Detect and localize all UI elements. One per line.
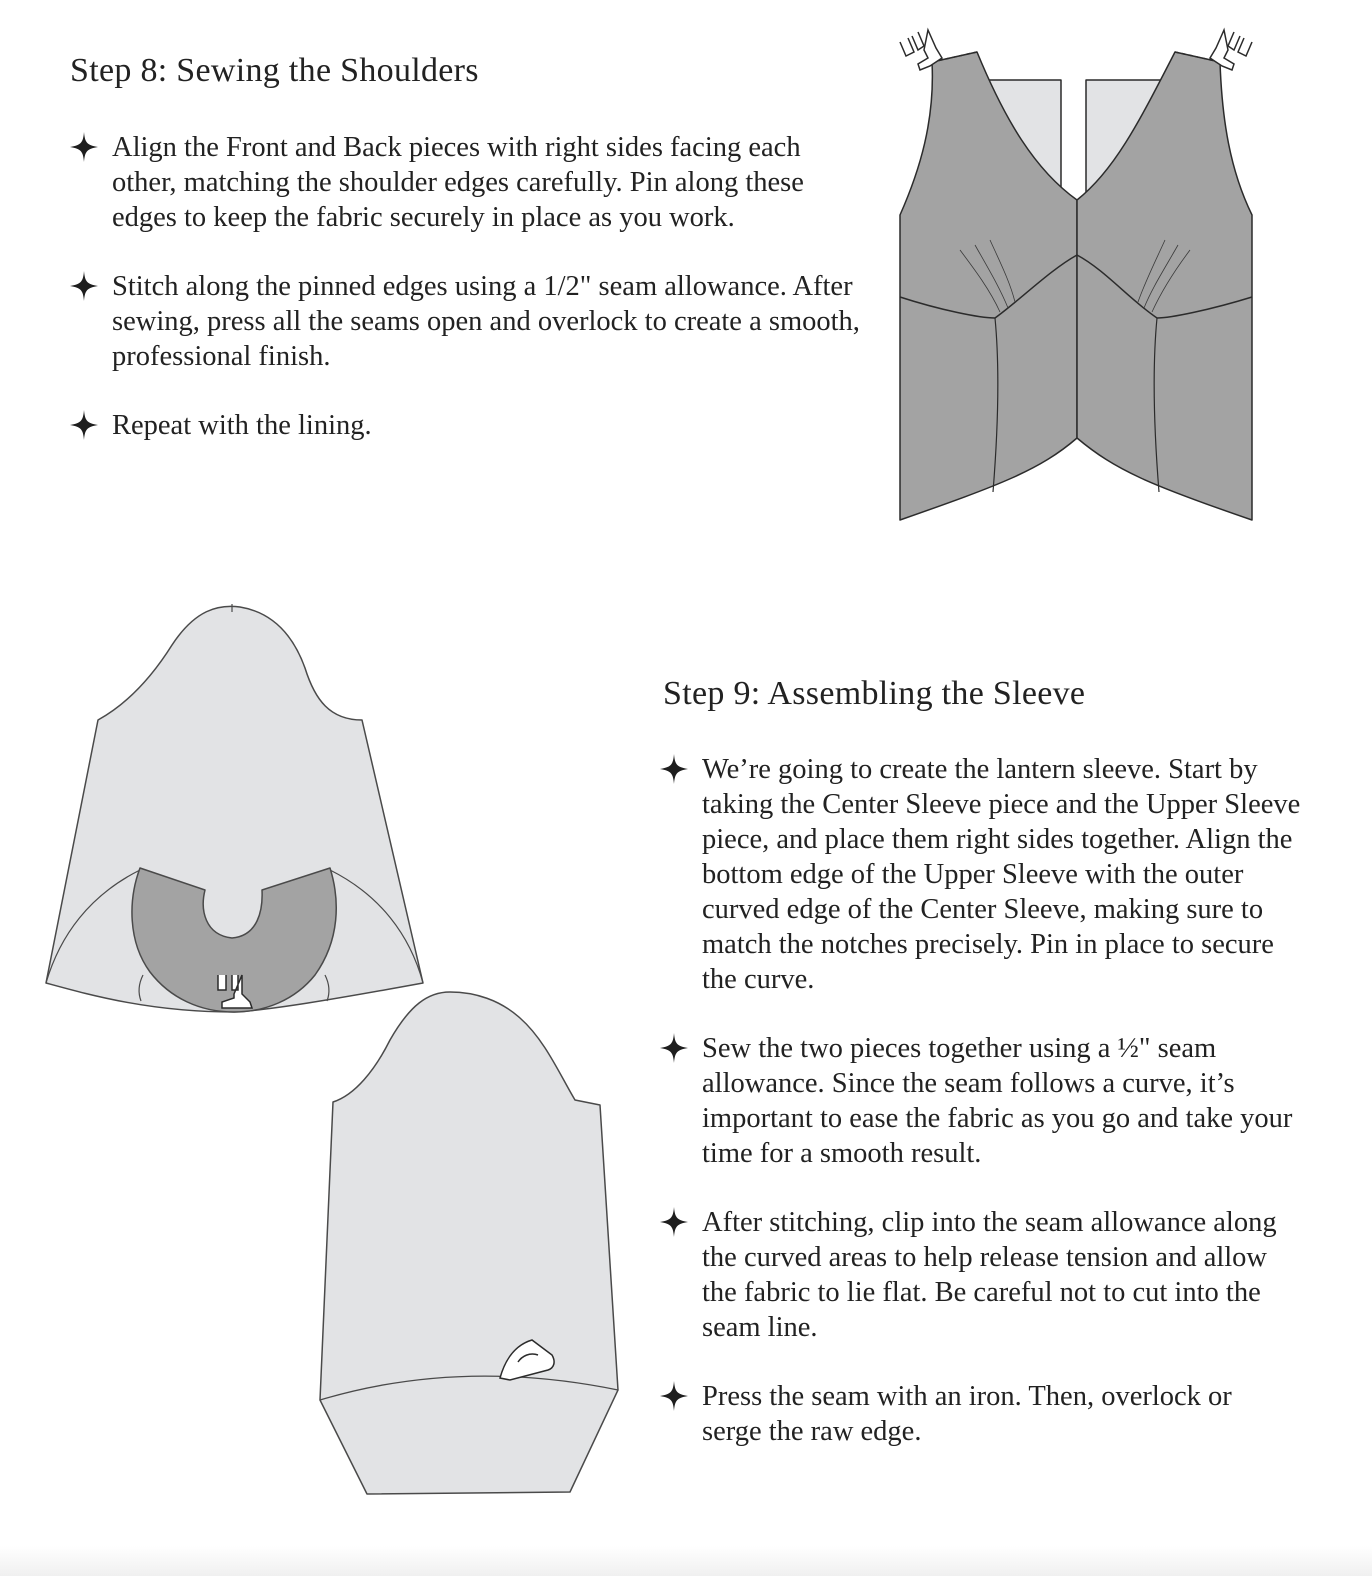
step9-instructions xyxy=(658,752,1301,1483)
bullet-text: Align the Front and Back pieces with right sides facing each other, matching the shoulder edges carefully. Pin along these edges to keep the fabric securely in place as you work. xyxy=(112,132,804,233)
bullet-text: After stitching, clip into the seam allowance along the curved areas to help release tension and allow the fabric to lie flat. Be careful not to cut into the seam line. xyxy=(702,1207,1277,1343)
sparkle-bullet-icon xyxy=(658,1205,690,1239)
sparkle-bullet-icon xyxy=(68,130,100,164)
bullet-text: We’re going to create the lantern sleeve. Start by taking the Center Sleeve piece and the Upper Sleeve piece, and place them right sides together. Align the bottom edge of the Upper Sleeve with the outer curved edge of the Center Sleeve, making sure to match the notches precisely. Pin in place to secure the curve. xyxy=(702,754,1301,995)
step9-title: Step 9: Assembling the Sleeve xyxy=(663,675,1086,712)
bullet-text: Stitch along the pinned edges using a 1/2" seam allowance. After sewing, press all the seams open and overlock to create a smooth, professional finish. xyxy=(112,271,860,372)
sparkle-bullet-icon xyxy=(658,1031,690,1065)
step8-instructions xyxy=(68,130,860,477)
list-item xyxy=(658,752,1302,997)
list-item xyxy=(68,130,812,235)
bodice-shoulder-illustration xyxy=(880,20,1280,530)
list-item xyxy=(658,1205,1302,1345)
list-item xyxy=(658,1379,1282,1449)
bullet-text: Repeat with the lining. xyxy=(112,410,372,441)
upper-sleeve-illustration xyxy=(40,600,430,1020)
bullet-text: Sew the two pieces together using a ½" seam allowance. Since the seam follows a curve, it’s important to ease the fabric as you go and take your time for a smooth result. xyxy=(702,1033,1293,1169)
sparkle-bullet-icon xyxy=(658,752,690,786)
step8-title: Step 8: Sewing the Shoulders xyxy=(70,52,479,89)
list-item xyxy=(68,408,828,443)
list-item xyxy=(658,1031,1302,1171)
sparkle-bullet-icon xyxy=(658,1379,690,1413)
bullet-text: Press the seam with an iron. Then, overlock or serge the raw edge. xyxy=(702,1381,1232,1447)
list-item xyxy=(68,269,872,374)
assembled-sleeve-illustration xyxy=(315,985,625,1500)
sparkle-bullet-icon xyxy=(68,269,100,303)
page-bottom-edge xyxy=(0,1546,1372,1576)
sparkle-bullet-icon xyxy=(68,408,100,442)
